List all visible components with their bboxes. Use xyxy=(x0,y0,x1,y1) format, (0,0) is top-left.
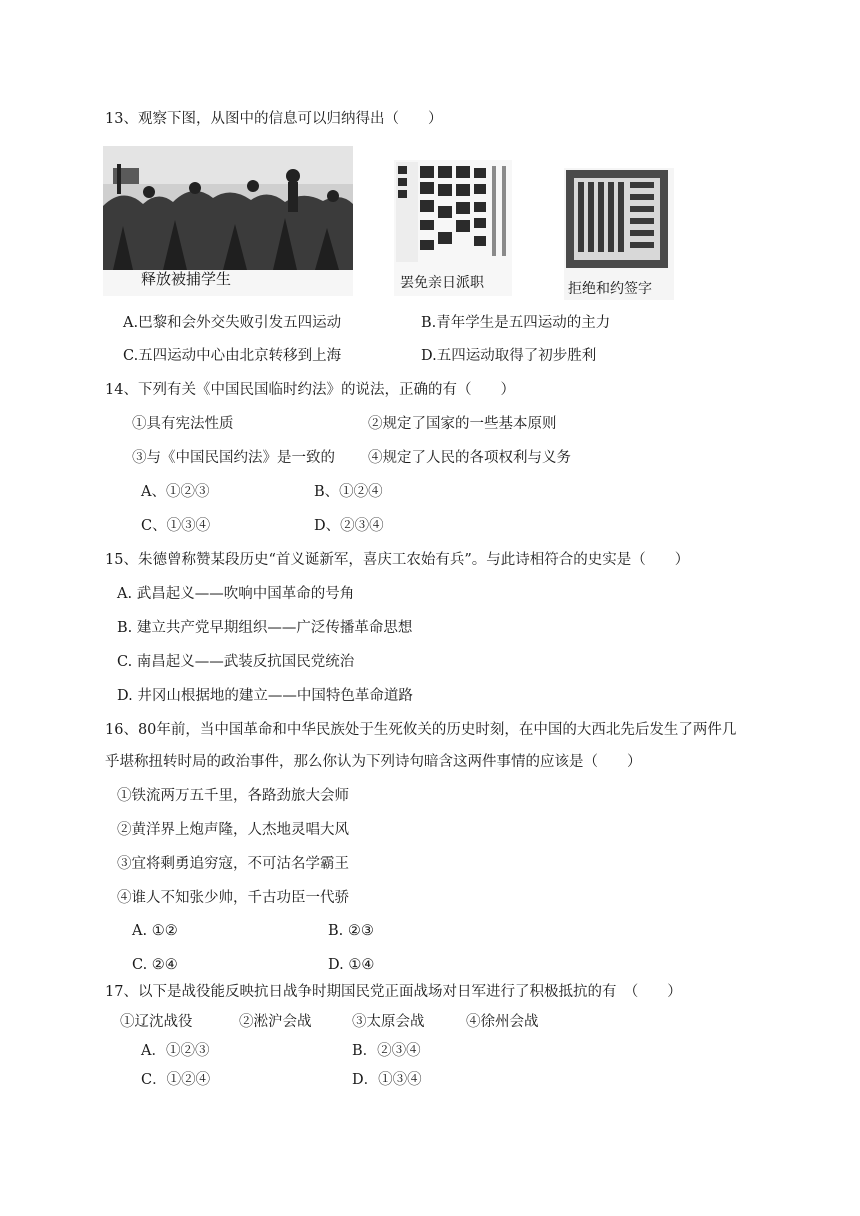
clipping-refuse-treaty xyxy=(564,168,674,300)
q15-option-d[interactable]: D. 井冈山根据地的建立——中国特色革命道路 xyxy=(117,688,413,704)
q16-item-2: ②黄洋界上炮声隆，人杰地灵唱大风 xyxy=(117,822,349,838)
q16-stem-line1: 16、80年前，当中国革命和中华民族处于生死攸关的历史时刻，在中国的大西北先后发生了两件几 xyxy=(105,722,737,738)
q14-option-c[interactable]: C、①③④ xyxy=(141,518,211,534)
q15-option-a[interactable]: A. 武昌起义——吹响中国革命的号角 xyxy=(117,586,355,602)
q16-stem-line2: 乎堪称扭转时局的政治事件，那么你认为下列诗句暗含这两件事情的应该是（ ） xyxy=(105,754,642,770)
q15-option-b[interactable]: B. 建立共产党早期组织——广泛传播革命思想 xyxy=(117,620,413,636)
q13-option-c[interactable]: C.五四运动中心由北京转移到上海 xyxy=(123,348,342,364)
photo-release-students xyxy=(103,146,353,296)
q14-item-4: ④规定了人民的各项权利与义务 xyxy=(368,450,571,466)
q16-item-3: ③宜将剩勇追穷寇，不可沽名学霸王 xyxy=(117,856,349,872)
caption-refuse-treaty: 拒绝和约签字 xyxy=(568,281,652,297)
q17-item-3: ③太原会战 xyxy=(352,1014,425,1030)
q17-item-2: ②淞沪会战 xyxy=(239,1014,312,1030)
q17-item-1: ①辽沈战役 xyxy=(120,1014,193,1030)
q17-option-a[interactable]: A．①②③ xyxy=(141,1043,210,1059)
q13-stem: 13、观察下图，从图中的信息可以归纳得出（ ） xyxy=(105,111,443,127)
q15-stem: 15、朱德曾称赞某段历史“首义诞新军，喜庆工农始有兵”。与此诗相符合的史实是（ ） xyxy=(105,552,690,568)
q14-option-d[interactable]: D、②③④ xyxy=(314,518,384,534)
q17-option-b[interactable]: B．②③④ xyxy=(352,1043,421,1059)
q17-option-d[interactable]: D．①③④ xyxy=(352,1072,422,1088)
q13-option-d[interactable]: D.五四运动取得了初步胜利 xyxy=(421,348,597,364)
q14-item-1: ①具有宪法性质 xyxy=(132,416,234,432)
q14-item-3: ③与《中国民国约法》是一致的 xyxy=(132,450,335,466)
q13-option-a[interactable]: A.巴黎和会外交失败引发五四运动 xyxy=(123,315,342,331)
q16-option-b[interactable]: B. ②③ xyxy=(328,923,374,939)
q14-option-b[interactable]: B、①②④ xyxy=(314,484,383,500)
q16-option-a[interactable]: A. ①② xyxy=(132,923,178,939)
caption-release-students: 释放被捕学生 xyxy=(141,270,232,288)
q13-option-b[interactable]: B.青年学生是五四运动的主力 xyxy=(421,315,611,331)
q16-option-d[interactable]: D. ①④ xyxy=(328,957,375,973)
q15-option-c[interactable]: C. 南昌起义——武装反抗国民党统治 xyxy=(117,654,355,670)
q16-item-1: ①铁流两万五千里，各路劲旅大会师 xyxy=(117,788,349,804)
q14-item-2: ②规定了国家的一些基本原则 xyxy=(368,416,557,432)
q16-option-c[interactable]: C. ②④ xyxy=(132,957,178,973)
q14-option-a[interactable]: A、①②③ xyxy=(141,484,210,500)
q17-stem: 17、以下是战役能反映抗日战争时期国民党正面战场对日军进行了积极抵抗的有 （ ） xyxy=(105,984,682,1000)
q16-item-4: ④谁人不知张少帅，千古功臣一代骄 xyxy=(117,890,349,906)
q14-stem: 14、下列有关《中国民国临时约法》的说法，正确的有（ ） xyxy=(105,382,515,398)
clipping-dismiss-officials xyxy=(394,160,512,296)
q17-option-c[interactable]: C．①②④ xyxy=(141,1072,211,1088)
q17-item-4: ④徐州会战 xyxy=(466,1014,539,1030)
caption-dismiss-officials: 罢免亲日派职 xyxy=(400,275,484,291)
